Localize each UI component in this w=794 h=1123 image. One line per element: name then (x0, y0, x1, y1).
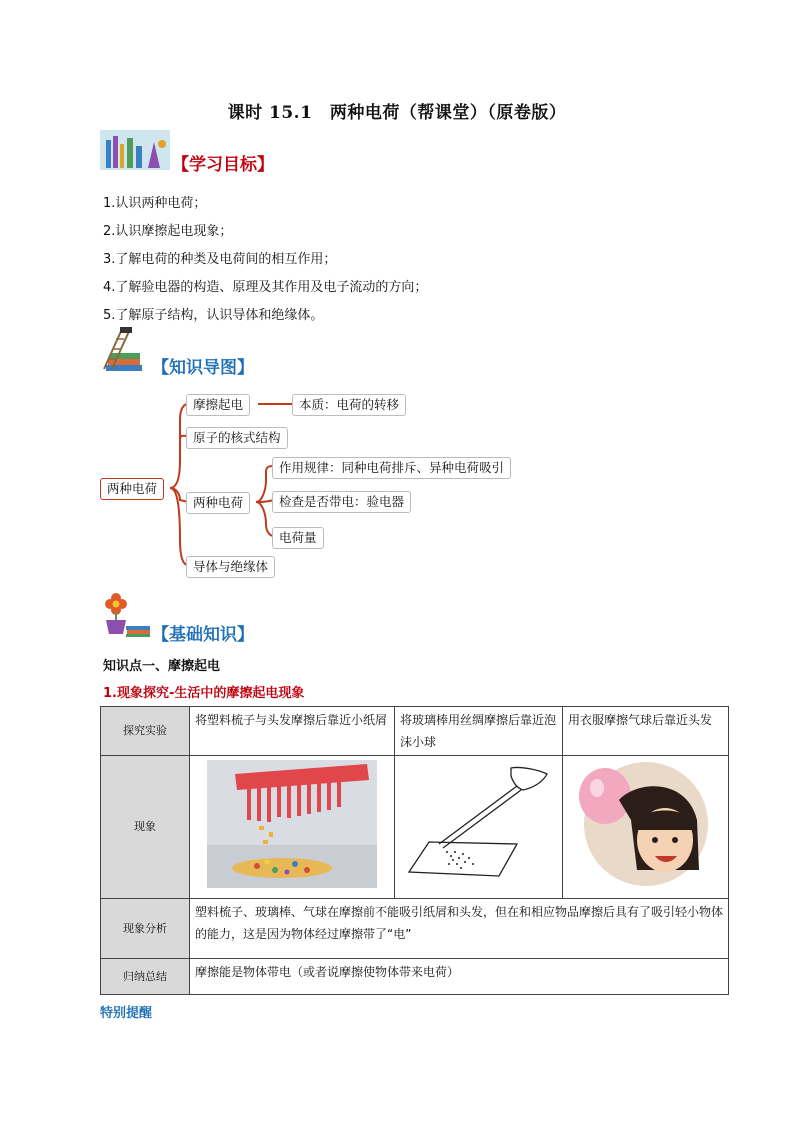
mindmap-friction: 摩擦起电 (186, 394, 250, 416)
experiment-cell-1: 将塑料梳子与头发摩擦后靠近小纸屑 (190, 707, 395, 756)
mindmap-rule: 作用规律：同种电荷排斥、异种电荷吸引 (272, 457, 511, 479)
knowledge-subtitle: 1.现象探究-生活中的摩擦起电现象 (103, 686, 305, 701)
comb-paper-image (207, 760, 377, 888)
row-header-analysis: 现象分析 (101, 899, 190, 959)
books-icon (100, 130, 170, 170)
special-tip-heading: 特别提醒 (100, 1006, 153, 1021)
mindmap-root: 两种电荷 (100, 478, 164, 500)
section-goals-label: 【学习目标】 (172, 155, 274, 175)
goal-item: 5.了解原子结构，认识导体和绝缘体。 (103, 308, 324, 323)
experiment-cell-2: 将玻璃棒用丝绸摩擦后靠近泡沫小球 (395, 707, 563, 756)
glass-rod-image (399, 760, 559, 888)
mindmap-atom: 原子的核式结构 (186, 427, 288, 449)
table-row (101, 959, 729, 995)
section-mindmap-label: 【知识导图】 (152, 358, 254, 378)
mind-map (0, 380, 794, 580)
comb-image-cell (190, 756, 395, 899)
document-title: 课时 15.1 两种电荷（帮课堂）（原卷版） (227, 103, 567, 123)
flower-pot-icon (100, 588, 152, 638)
mindmap-check: 检查是否带电：验电器 (272, 491, 411, 513)
mindmap-friction-essence: 本质：电荷的转移 (292, 394, 406, 416)
section-basics-header (100, 588, 400, 645)
analysis-cell: 塑料梳子、玻璃棒、气球在摩擦前不能吸引纸屑和头发，但在和相应物品摩擦后具有了吸引轻小物体的能力，这是因为物体经过摩擦带了“电” (190, 899, 729, 959)
goal-item: 4.了解验电器的构造、原理及其作用及电子流动的方向； (103, 280, 428, 295)
goals-list (103, 190, 427, 330)
row-header-experiment: 探究实验 (101, 707, 190, 756)
table-row (101, 707, 729, 756)
section-goals-header (100, 130, 400, 175)
row-header-phenomenon: 现象 (101, 756, 190, 899)
section-basics-label: 【基础知识】 (152, 625, 254, 645)
goal-item: 1.认识两种电荷； (103, 196, 207, 211)
goal-item: 2.认识摩擦起电现象； (103, 224, 233, 239)
table-row (101, 756, 729, 899)
mindmap-conductor: 导体与绝缘体 (186, 556, 275, 578)
section-mindmap-header (100, 325, 400, 378)
mindmap-quantity: 电荷量 (272, 527, 324, 549)
knowledge-point-title: 知识点一、摩擦起电 (103, 659, 221, 674)
ladder-books-icon (100, 325, 152, 373)
experiment-cell-3: 用衣服摩擦气球后靠近头发 (563, 707, 729, 756)
experiment-table (100, 706, 729, 995)
table-row (101, 899, 729, 959)
balloon-image-cell (563, 756, 729, 899)
balloon-hair-image (567, 760, 725, 888)
goal-item: 3.了解电荷的种类及电荷间的相互作用； (103, 252, 337, 267)
glass-rod-image-cell (395, 756, 563, 899)
row-header-summary: 归纳总结 (101, 959, 190, 995)
mindmap-two-charges: 两种电荷 (186, 492, 250, 514)
summary-cell: 摩擦能是物体带电（或者说摩擦使物体带来电荷） (190, 959, 729, 995)
